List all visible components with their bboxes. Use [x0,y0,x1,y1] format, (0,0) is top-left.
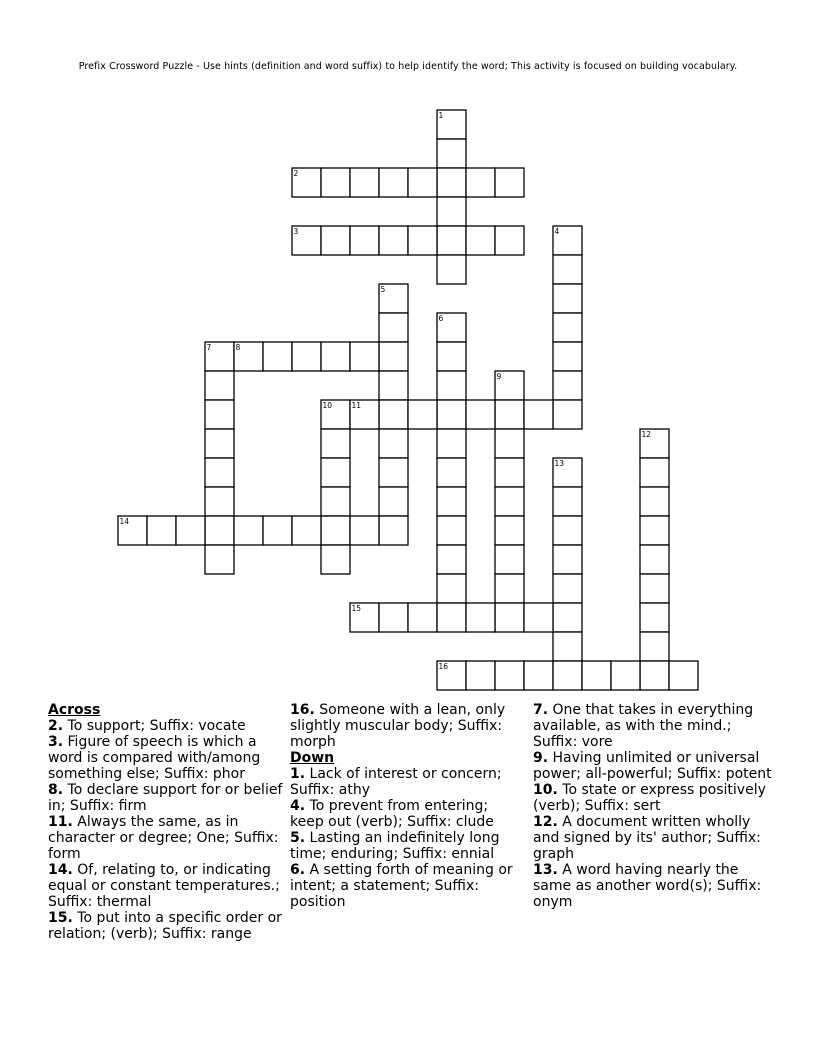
grid-cell[interactable] [234,516,263,545]
grid-cell[interactable] [379,342,408,371]
grid-cell[interactable] [437,458,466,487]
grid-cell[interactable] [379,371,408,400]
grid-cell[interactable] [321,516,350,545]
grid-cell[interactable] [437,487,466,516]
clue-number-15: 15 [351,604,362,613]
grid-cell[interactable] [292,516,321,545]
grid-cell[interactable] [524,603,553,632]
grid-cell[interactable] [553,487,582,516]
grid-cell[interactable] [263,516,292,545]
grid-cell[interactable] [669,661,698,690]
grid-cell[interactable] [553,255,582,284]
grid-cell[interactable] [379,516,408,545]
clue-number-10: 10 [322,401,333,410]
grid-cell[interactable] [553,574,582,603]
puzzle-instructions: Prefix Crossword Puzzle - Use hints (definition and word suffix) to help identify the word; This activity is focused on building vocabulary. [78,61,738,72]
grid-cell[interactable] [437,574,466,603]
grid-cell[interactable] [408,168,437,197]
grid-cell[interactable] [437,603,466,632]
grid-cell[interactable] [205,545,234,574]
grid-cell[interactable] [437,516,466,545]
grid-cell[interactable] [379,487,408,516]
grid-cell[interactable] [640,458,669,487]
grid-cell[interactable] [321,487,350,516]
grid-cell[interactable] [379,168,408,197]
grid-cell[interactable] [553,284,582,313]
grid-cell[interactable] [350,168,379,197]
grid-cell[interactable] [292,342,321,371]
grid-cell[interactable] [408,603,437,632]
across-clue-15: 15. To put into a specific order or relation; (verb); Suffix: range [48,910,282,942]
down-heading: Down [290,750,335,766]
grid-cell[interactable] [205,458,234,487]
clue-number-11: 11 [351,401,362,410]
clue-number-7: 7 [206,343,212,352]
grid-cell[interactable] [640,632,669,661]
grid-cell[interactable] [205,429,234,458]
down-clue-13: 13. A word having nearly the same as another word(s); Suffix: onym [533,862,762,910]
grid-cell[interactable] [379,226,408,255]
across-clue-11: 11. Always the same, as in character or degree; One; Suffix: form [48,814,279,862]
grid-cell[interactable] [640,487,669,516]
clue-number-1: 1 [438,111,444,120]
grid-cell[interactable] [553,313,582,342]
down-clue-6: 6. A setting forth of meaning or intent; a statement; Suffix: position [290,862,513,910]
grid-cell[interactable] [553,516,582,545]
grid-cell[interactable] [263,342,292,371]
grid-cell[interactable] [437,255,466,284]
grid-cell[interactable] [640,516,669,545]
grid-cell[interactable] [495,603,524,632]
grid-cell[interactable] [321,458,350,487]
grid-cell[interactable] [582,661,611,690]
grid-cell[interactable] [205,516,234,545]
grid-cell[interactable] [205,371,234,400]
grid-cell[interactable] [321,226,350,255]
down-clue-9: 9. Having unlimited or universal power; all-powerful; Suffix: potent [533,750,772,782]
grid-cell[interactable] [495,168,524,197]
grid-cell[interactable] [495,429,524,458]
down-clue-10: 10. To state or express positively (verb); Suffix: sert [533,782,766,814]
down-clue-7: 7. One that takes in everything available, as with the mind.; Suffix: vore [533,702,754,750]
grid-cell[interactable] [495,661,524,690]
grid-cell[interactable] [553,632,582,661]
clue-number-6: 6 [438,314,444,323]
clue-number-13: 13 [554,459,565,468]
grid-cell[interactable] [553,545,582,574]
grid-cell[interactable] [524,400,553,429]
clue-number-4: 4 [554,227,560,236]
clues-column-3 [533,702,773,910]
grid-cell[interactable] [321,429,350,458]
grid-cell[interactable] [437,371,466,400]
grid-cell[interactable] [437,429,466,458]
grid-cell[interactable] [466,400,495,429]
grid-cell[interactable] [553,661,582,690]
across-clue-16: 16. Someone with a lean, only slightly muscular body; Suffix: morph [290,702,506,750]
across-clue-8: 8. To declare support for or belief in; Suffix: firm [48,782,283,814]
grid-cell[interactable] [205,400,234,429]
clue-number-16: 16 [438,662,449,671]
grid-cell[interactable] [437,545,466,574]
grid-cell[interactable] [553,371,582,400]
grid-cell[interactable] [379,458,408,487]
grid-cell[interactable] [437,342,466,371]
grid-cell[interactable] [379,603,408,632]
clue-number-3: 3 [293,227,299,236]
grid-cell[interactable] [321,545,350,574]
clue-number-2: 2 [293,169,299,178]
grid-cell[interactable] [553,603,582,632]
grid-cell[interactable] [466,168,495,197]
clues-column-1 [48,702,284,942]
grid-cell[interactable] [495,516,524,545]
grid-cell[interactable] [495,545,524,574]
grid-cell[interactable] [147,516,176,545]
clue-number-5: 5 [380,285,386,294]
grid-cell[interactable] [640,603,669,632]
across-clue-3: 3. Figure of speech is which a word is compared with/among something else; Suffix: phor [48,734,261,782]
grid-cell[interactable] [466,603,495,632]
grid-cell[interactable] [176,516,205,545]
grid-cell[interactable] [466,226,495,255]
grid-cell[interactable] [640,661,669,690]
grid-cell[interactable] [553,400,582,429]
clue-number-12: 12 [641,430,652,439]
grid-cell[interactable] [350,516,379,545]
grid-cell[interactable] [640,574,669,603]
grid-cell[interactable] [437,197,466,226]
grid-cell[interactable] [611,661,640,690]
down-clue-4: 4. To prevent from entering; keep out (verb); Suffix: clude [290,798,494,830]
across-clue-2: 2. To support; Suffix: vocate [48,718,246,734]
grid-cell[interactable] [553,342,582,371]
down-clue-12: 12. A document written wholly and signed by its' author; Suffix: graph [533,814,761,862]
grid-cell[interactable] [437,168,466,197]
grid-cell[interactable] [379,313,408,342]
grid-cell[interactable] [408,400,437,429]
grid-cell[interactable] [408,226,437,255]
clue-number-8: 8 [235,343,241,352]
across-clue-14: 14. Of, relating to, or indicating equal or constant temperatures.; Suffix: thermal [48,862,280,910]
clues-column-2 [290,702,520,910]
grid-cell[interactable] [379,429,408,458]
down-clue-5: 5. Lasting an indefinitely long time; enduring; Suffix: ennial [290,830,500,862]
clue-number-14: 14 [119,517,130,526]
grid-cell[interactable] [321,342,350,371]
grid-cell[interactable] [495,458,524,487]
clue-number-9: 9 [496,372,502,381]
grid-cell[interactable] [437,226,466,255]
grid-cell[interactable] [466,661,495,690]
grid-cell[interactable] [379,400,408,429]
grid-cell[interactable] [350,226,379,255]
grid-cell[interactable] [495,574,524,603]
grid-cell[interactable] [437,139,466,168]
grid-cell[interactable] [495,487,524,516]
grid-cell[interactable] [524,661,553,690]
grid-cell[interactable] [205,487,234,516]
grid-cell[interactable] [495,226,524,255]
grid-cell[interactable] [640,545,669,574]
down-clue-1: 1. Lack of interest or concern; Suffix: athy [290,766,502,798]
grid-cell[interactable] [437,400,466,429]
grid-cell[interactable] [321,168,350,197]
grid-cell[interactable] [495,400,524,429]
across-heading: Across [48,702,101,718]
grid-cell[interactable] [350,342,379,371]
